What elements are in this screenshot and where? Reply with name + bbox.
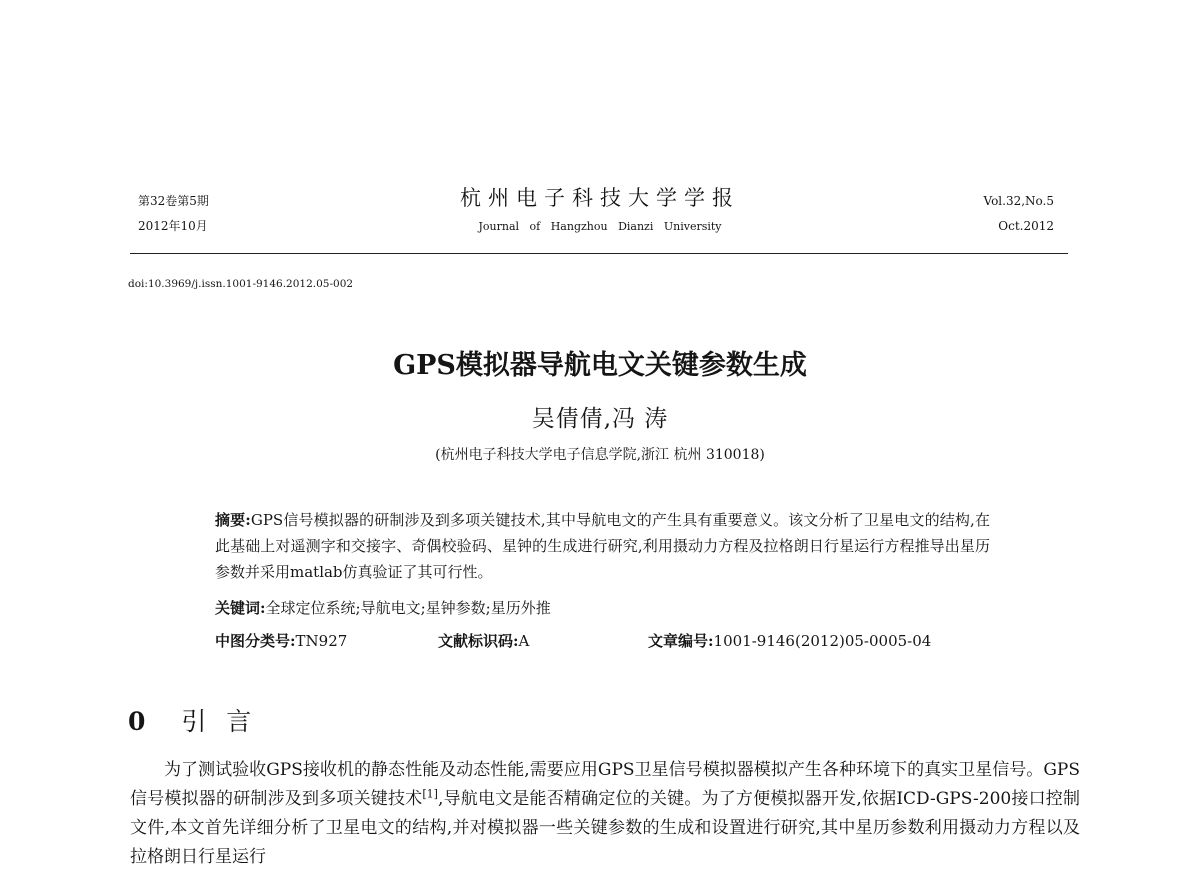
affiliation: (杭州电子科技大学电子信息学院,浙江 杭州 310018) bbox=[435, 447, 765, 463]
header-rule bbox=[130, 253, 1068, 254]
abstract-text: GPS信号模拟器的研制涉及到多项关键技术,其中导航电文的产生具有重要意义。该文分析了卫星电文的结构,在此基础上对遥测字和交接字、奇偶校验码、星钟的生成进行研究,利用摄动力方程及拉格朗日行星运行方程推导出星历参数并采用matlab仿真验证了其可行性。 bbox=[215, 511, 990, 581]
clc-label: 中图分类号: bbox=[215, 632, 296, 650]
doc-code-label: 文献标识码: bbox=[438, 632, 519, 650]
article-no-label: 文章编号: bbox=[648, 632, 714, 650]
section-title: 引 言 bbox=[181, 707, 258, 736]
section-number: 0 bbox=[128, 707, 146, 736]
journal-title-cn: 杭州电子科技大学学报 bbox=[460, 186, 740, 210]
keywords-text: 全球定位系统;导航电文;星钟参数;星历外推 bbox=[265, 599, 551, 617]
paper-title: GPS模拟器导航电文关键参数生成 bbox=[393, 350, 807, 381]
keywords bbox=[215, 597, 551, 619]
article-no-value: 1001-9146(2012)05-0005-04 bbox=[713, 632, 932, 650]
body-text bbox=[130, 756, 1080, 872]
doi: doi:10.3969/j.issn.1001-9146.2012.05-002 bbox=[128, 278, 354, 290]
volume-issue-en: Vol.32,No.5 bbox=[983, 194, 1054, 208]
journal-title-en: Journal of Hangzhou Dianzi University bbox=[478, 220, 722, 233]
section-heading bbox=[128, 707, 257, 737]
clc-value: TN927 bbox=[295, 632, 348, 650]
date-cn: 2012年10月 bbox=[138, 219, 208, 233]
doc-code-value: A bbox=[518, 632, 530, 650]
document-code bbox=[438, 630, 529, 652]
intro-part1: 为了测试验收GPS接收机的静态性能及动态性能,需要应用GPS卫星信号模拟器模拟产生各种环境下的真实卫星信号。GPS信号模拟器的研制涉及到多项关键技术 bbox=[130, 760, 1080, 809]
abstract-label: 摘要: bbox=[215, 511, 251, 529]
citation-ref: [1] bbox=[422, 787, 438, 801]
intro-part2: ,导航电文是能否精确定位的关键。为了方便模拟器开发,依据ICD-GPS-200接口控制文件,本文首先详细分析了卫星电文的结构,并对模拟器一些关键参数的生成和设置进行研究,其中星历参数利用摄动力方程以及拉格朗日行星运行 bbox=[130, 789, 1081, 867]
keywords-label: 关键词: bbox=[215, 599, 266, 617]
abstract bbox=[215, 507, 990, 585]
article-number bbox=[648, 630, 931, 652]
authors: 吴倩倩,冯 涛 bbox=[531, 406, 669, 432]
date-en: Oct.2012 bbox=[998, 219, 1054, 233]
volume-issue-cn: 第32卷第5期 bbox=[138, 194, 209, 208]
clc-number bbox=[215, 630, 347, 652]
intro-paragraph bbox=[130, 756, 1080, 872]
